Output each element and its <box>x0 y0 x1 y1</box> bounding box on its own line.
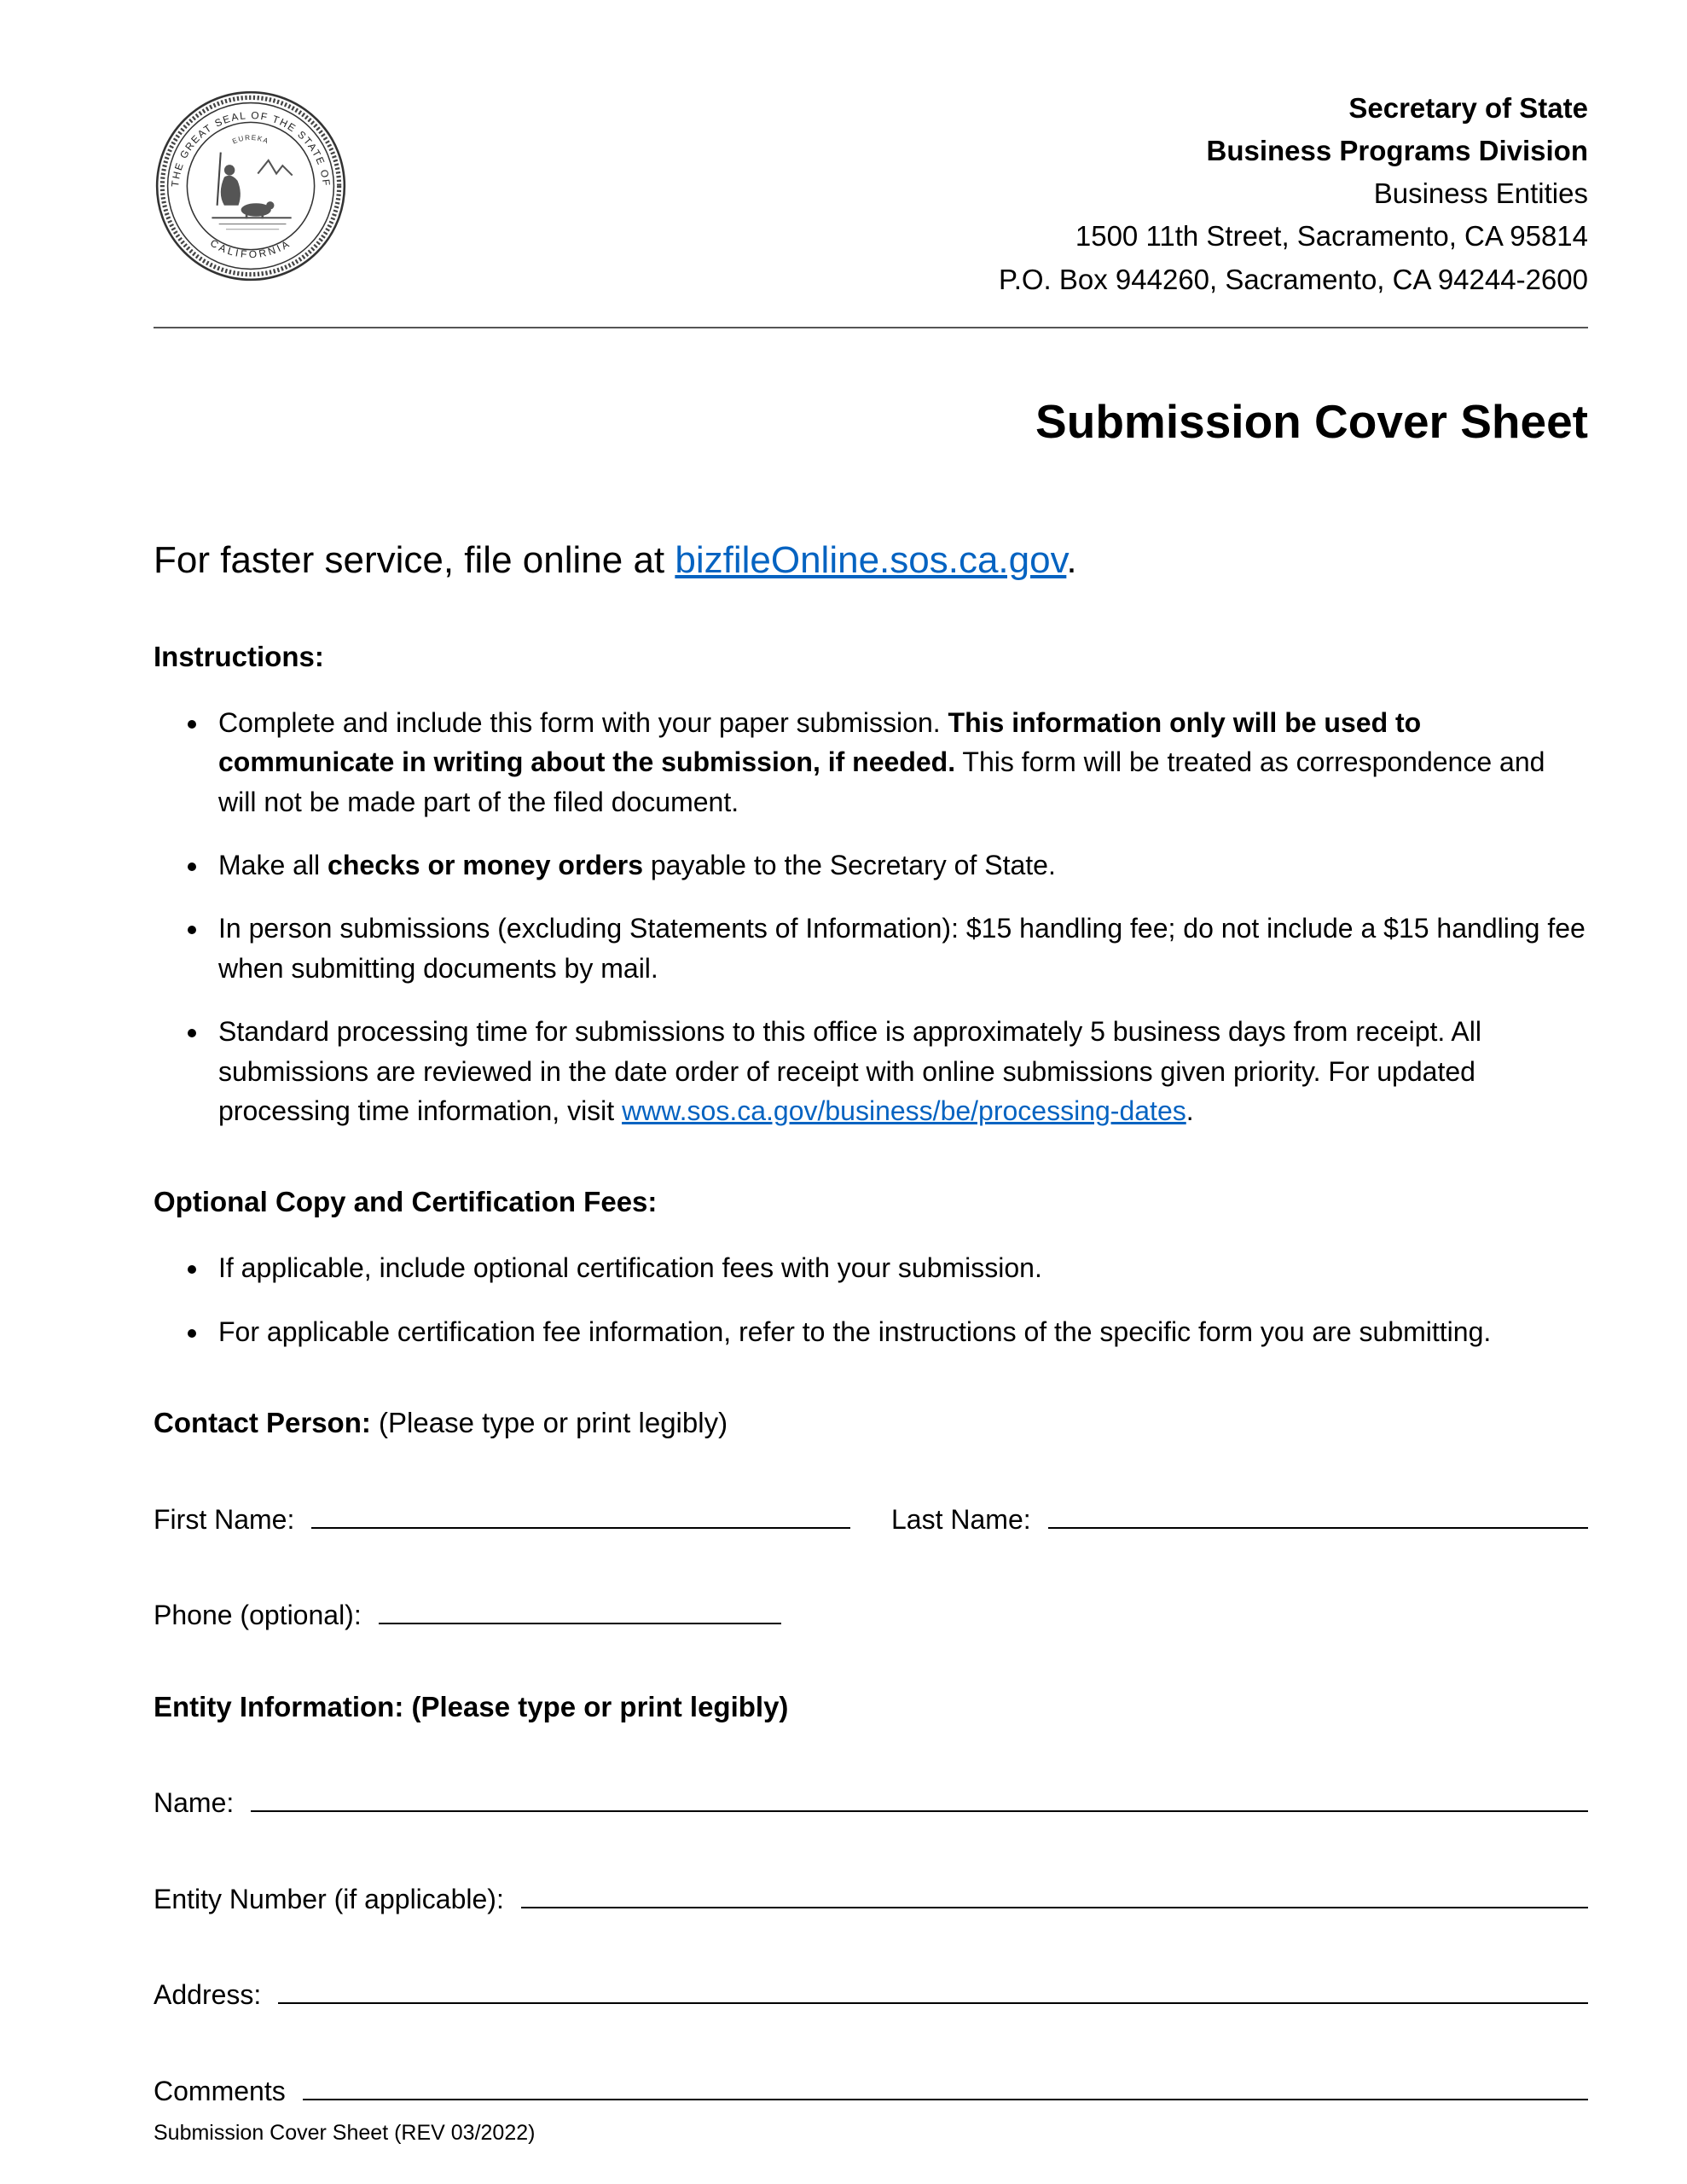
fees-list <box>154 1248 1588 1351</box>
page-title: Submission Cover Sheet <box>1035 394 1588 448</box>
agency-line: Secretary of State <box>1348 92 1588 124</box>
entity-name-line[interactable] <box>251 1776 1588 1812</box>
seal-arc-bottom-text: CALIFORNIA <box>208 236 293 261</box>
text-segment: . <box>1186 1095 1194 1126</box>
text-segment: . <box>1066 538 1077 581</box>
form-revision-footer: Submission Cover Sheet (REV 03/2022) <box>154 2120 536 2145</box>
agency-address-block <box>999 82 1588 301</box>
last-name-line[interactable] <box>1048 1493 1588 1529</box>
entity-number-line[interactable] <box>521 1873 1588 1908</box>
entity-address-row <box>154 1968 1588 2014</box>
agency-line: Business Entities <box>1373 177 1588 210</box>
text-segment: For faster service, file online at <box>154 538 675 581</box>
contact-person-heading-note: (Please type or print legibly) <box>370 1406 728 1438</box>
header-divider <box>154 327 1588 328</box>
entity-number-row <box>154 1873 1588 1919</box>
entity-address-line[interactable] <box>278 1968 1588 2004</box>
text-segment: For applicable certification fee information, refer to the instructions of the specific form you are submitting. <box>218 1316 1492 1347</box>
entity-number-label: Entity Number (if applicable): <box>154 1883 504 1914</box>
instructions-heading: Instructions: <box>154 640 324 672</box>
text-segment: In person submissions (excluding Statements of Information): $15 handling fee; do not include a $15 handling fee when submitting documents by mail. <box>218 913 1586 984</box>
phone-field-row <box>154 1589 1588 1635</box>
inline-link[interactable]: www.sos.ca.gov/business/be/processing-dates <box>622 1095 1186 1126</box>
page-header <box>154 82 1588 301</box>
instructions-list <box>154 703 1588 1131</box>
agency-line: 1500 11th Street, Sacramento, CA 95814 <box>1075 220 1588 253</box>
entity-information-heading: Entity Information: (Please type or print legibly) <box>154 1690 789 1722</box>
phone-label: Phone (optional): <box>154 1600 362 1631</box>
inline-link[interactable]: bizfileOnline.sos.ca.gov <box>675 538 1067 581</box>
instruction-bullet <box>210 1012 1588 1130</box>
california-state-seal <box>154 89 348 283</box>
last-name-label: Last Name: <box>891 1503 1031 1535</box>
text-segment: If applicable, include optional certification fees with your submission. <box>218 1252 1042 1284</box>
text-segment: payable to the Secretary of State. <box>642 849 1056 880</box>
entity-name-label: Name: <box>154 1787 235 1819</box>
text-segment: Standard processing time for submissions to this office is approximately 5 business days from receipt. All submissions are reviewed in the date order of receipt with online submissions given priority. For updated processing time information, visit <box>218 1016 1481 1126</box>
comments-label: Comments <box>154 2075 286 2106</box>
text-segment: This information only will be used to communicate in writing about the submission, if needed. <box>218 706 1422 778</box>
text-segment: This form will be treated as correspondence and will not be made part of the filed document. <box>218 746 1545 817</box>
intro-text <box>154 535 1588 585</box>
agency-line: Business Programs Division <box>1206 135 1588 167</box>
text-segment: Complete and include this form with your paper submission. <box>218 706 948 738</box>
phone-line[interactable] <box>379 1589 781 1624</box>
instruction-bullet <box>210 909 1588 988</box>
entity-address-label: Address: <box>154 1979 262 2011</box>
agency-line: P.O. Box 944260, Sacramento, CA 94244-2600 <box>998 263 1588 295</box>
seal-motto-text: EUREKA <box>230 132 271 146</box>
comments-row <box>154 2065 1588 2111</box>
first-name-label: First Name: <box>154 1503 295 1535</box>
comments-line[interactable] <box>303 2065 1588 2100</box>
fees-bullet <box>210 1248 1588 1287</box>
text-segment: checks or money orders <box>328 849 643 880</box>
first-name-field <box>154 1493 850 1539</box>
contact-person-heading <box>154 1403 1588 1443</box>
instruction-bullet <box>210 845 1588 885</box>
entity-name-row <box>154 1776 1588 1822</box>
fees-heading: Optional Copy and Certification Fees: <box>154 1186 658 1218</box>
fees-bullet <box>210 1312 1588 1351</box>
first-name-line[interactable] <box>311 1493 850 1529</box>
name-fields-row <box>154 1493 1588 1539</box>
contact-person-heading-bold: Contact Person: <box>154 1406 371 1438</box>
seal-arc-top-text: THE GREAT SEAL OF THE STATE OF <box>169 109 333 188</box>
instruction-bullet <box>210 703 1588 822</box>
last-name-field <box>891 1493 1588 1539</box>
text-segment: Make all <box>218 849 328 880</box>
